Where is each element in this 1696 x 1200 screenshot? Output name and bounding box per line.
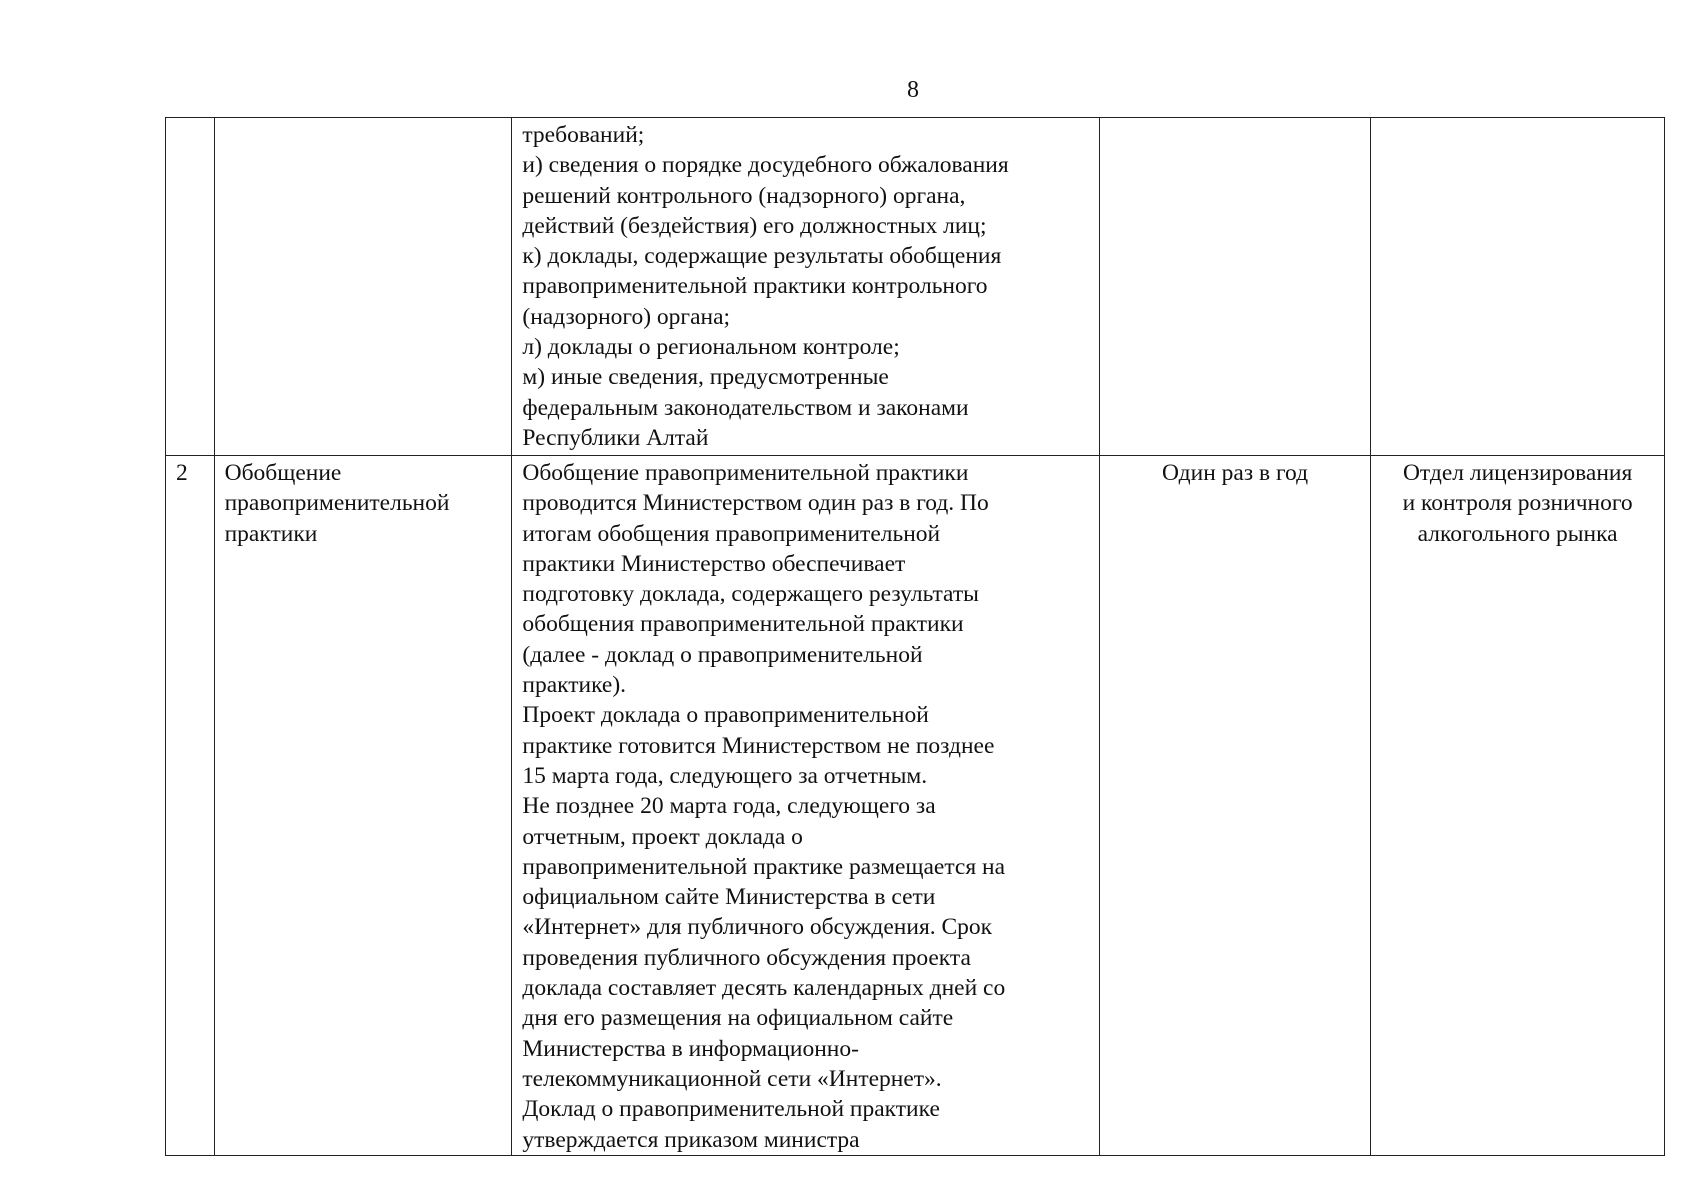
activity-content-line: действий (бездействия) его должностных лиц; xyxy=(522,212,987,239)
page-number: 8 xyxy=(907,77,919,103)
table-row xyxy=(166,118,1665,456)
activity-content-line: правоприменительной практике размещается на xyxy=(522,853,1006,880)
activity-content-line: практике). xyxy=(522,672,627,699)
activity-content-line: федеральным законодательством и законами xyxy=(522,394,969,421)
activity-content-cell xyxy=(512,456,1099,1156)
activity-content-line: к) доклады, содержащие результаты обобщения xyxy=(522,243,1002,270)
activity-content-line: итогам обобщения правоприменительной xyxy=(522,520,941,547)
activity-content-line: требований; xyxy=(522,122,645,148)
activity-name-line: практики xyxy=(224,520,318,547)
responsible-cell xyxy=(1371,118,1665,456)
activity-content-line: (далее - доклад о правоприменительной xyxy=(522,641,923,668)
activity-content-line: Республики Алтай xyxy=(522,424,709,451)
activity-name-cell xyxy=(214,118,512,456)
responsible-cell xyxy=(1371,456,1665,1156)
activity-content-line: дня его размещения на официальном сайте xyxy=(522,1005,954,1032)
activity-content-line: практике готовится Министерством не позднее xyxy=(522,732,995,759)
activity-name-line: Обобщение xyxy=(224,460,342,486)
activity-content-line: Не позднее 20 марта года, следующего за xyxy=(522,793,936,820)
activity-content-line: «Интернет» для публичного обсуждения. Срок xyxy=(522,914,993,941)
activity-content-line: утверждается приказом министра xyxy=(522,1126,860,1153)
activity-content-line: проведения публичного обсуждения проекта xyxy=(522,944,971,971)
activity-content-line: Проект доклада о правоприменительной xyxy=(522,702,929,729)
activity-content-line: проводится Министерством один раз в год. По xyxy=(522,490,989,517)
activity-content-line: официальном сайте Министерства в сети xyxy=(522,884,936,911)
activity-content-cell xyxy=(512,118,1099,456)
activity-content-line: решений контрольного (надзорного) органа, xyxy=(522,182,966,209)
responsible-line: Отдел лицензирования xyxy=(1402,460,1633,486)
activity-content-line: Обобщение правоприменительной практики xyxy=(522,460,969,486)
activity-content-line: практики Министерство обеспечивает xyxy=(522,550,906,577)
activity-content-line: 15 марта года, следующего за отчетным. xyxy=(522,762,928,789)
activities-table xyxy=(165,117,1665,1156)
activity-name-cell xyxy=(214,456,512,1156)
period-cell xyxy=(1099,456,1370,1156)
activity-content-line: (надзорного) органа; xyxy=(522,303,731,330)
activity-content-line: обобщения правоприменительной практики xyxy=(522,611,964,638)
activity-content-line: л) доклады о региональном контроле; xyxy=(522,334,900,361)
activity-name-line: правоприменительной xyxy=(224,490,450,517)
activity-content-line: телекоммуникационной сети «Интернет». xyxy=(522,1065,942,1092)
activity-content-line: доклада составляет десять календарных дней со xyxy=(522,975,1006,1002)
activity-content-line: подготовку доклада, содержащего результаты xyxy=(522,581,979,608)
activity-content-line: правоприменительной практики контрольного xyxy=(522,273,988,300)
activity-content-line: Министерства в информационно- xyxy=(522,1035,859,1062)
activity-content-line: Доклад о правоприменительной практике xyxy=(522,1096,940,1123)
table-row xyxy=(166,456,1665,1156)
activity-content-line: и) сведения о порядке досудебного обжалования xyxy=(522,152,1009,179)
activity-content-line: м) иные сведения, предусмотренные xyxy=(522,364,889,391)
row-number-cell xyxy=(166,118,215,456)
row-number-cell xyxy=(166,456,215,1156)
row-number: 2 xyxy=(176,460,188,486)
activity-content-line: отчетным, проект доклада о xyxy=(522,823,803,850)
responsible-line: и контроля розничного xyxy=(1402,490,1633,517)
period-text: Один раз в год xyxy=(1162,460,1309,486)
period-cell xyxy=(1099,118,1370,456)
responsible-line: алкогольного рынка xyxy=(1417,520,1618,547)
